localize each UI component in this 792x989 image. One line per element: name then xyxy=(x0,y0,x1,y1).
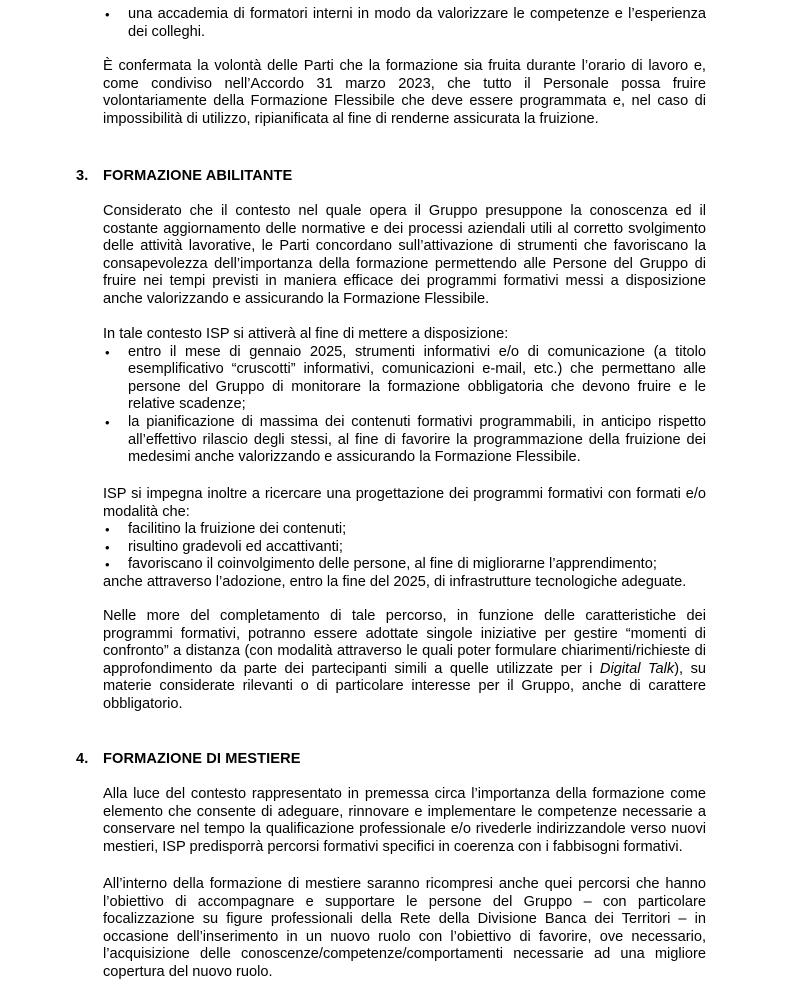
list-item xyxy=(103,6,706,41)
section-title: FORMAZIONE ABILITANTE xyxy=(103,168,293,184)
bullet-icon: • xyxy=(105,522,110,538)
paragraph-text: All’interno della formazione di mestiere saranno ricompresi anche quei percorsi che hanno l’obiettivo di accompagnare e supportare le persone del Gruppo – con particolare focalizzazione su figure professionali della Rete della Divisione Banca dei Territori – in occasione dell’inserimento in un nuovo ruolo con l’obiettivo di favorire, ove necessario, l’acquisizione delle conoscenze/competenze/comportamenti necessarie ad una migliore copertura del nuovo ruolo. xyxy=(103,876,706,980)
bullet-icon: • xyxy=(105,7,110,22)
list-item xyxy=(103,414,706,467)
list-item xyxy=(103,556,706,574)
bullet-icon: • xyxy=(105,414,110,430)
list-item-text: entro il mese di gennaio 2025, strumenti informativi e/o di comunicazione (a titolo esemplificativo “cruscotti” informativi, comunicazioni e-mail, etc.) che permettano alle persone del Gruppo di monitorare la formazione obbligatoria che devono fruire e le relative scadenze; xyxy=(128,343,706,413)
italic-term: Digital Talk xyxy=(599,660,675,677)
section-3-paragraph-1 xyxy=(103,203,706,309)
paragraph-text: Alla luce del contesto rappresentato in premessa circa l’importanza della formazione come elemento che consente di adeguare, rinnovare e implementare le competenze necessarie a conservare nel tempo la qualificazione professionale e/o rivederle indirizzandole verso nuovi mestieri, ISP predisporrà percorsi formativi specifici in coerenza con i fabbisogni formativi. xyxy=(103,786,706,855)
intro-bullet-list xyxy=(103,6,706,41)
bullet-icon: • xyxy=(105,344,110,360)
bullet-icon: • xyxy=(105,539,110,555)
paragraph-text: È confermata la volontà delle Parti che la formazione sia fruita durante l’orario di lavoro e, come condiviso nell’Accordo 31 marzo 2023, che tutto il Personale possa fruire volontariamente della Formazione Flessibile che deve essere programmata e, nel caso di impossibilità di utilizzo, ripianificata al fine di renderne assicurata la fruizione. xyxy=(103,58,706,127)
list-intro: In tale contesto ISP si attiverà al fine di mettere a disposizione: xyxy=(103,326,509,342)
section-3-list-2 xyxy=(103,486,706,592)
list-item-text: risultino gradevoli ed accattivanti; xyxy=(128,538,343,555)
list-item xyxy=(103,344,706,414)
list-item xyxy=(103,539,706,557)
section-number: 3. xyxy=(76,168,89,184)
list-item-text: facilitino la fruizione dei contenuti; xyxy=(128,521,347,538)
list-item-text: favoriscano il coinvolgimento delle persone, al fine di migliorarne l’apprendimento; xyxy=(128,556,657,573)
paragraph-text-part: ), su materie considerate rilevanti o di particolare interesse per il Gruppo, anche di carattere obbligatorio. xyxy=(103,660,707,712)
section-4-paragraph-1 xyxy=(103,786,706,856)
list-outro: anche attraverso l’adozione, entro la fine del 2025, di infrastrutture tecnologiche adeguate. xyxy=(103,573,687,590)
section-3-list-1 xyxy=(103,326,706,467)
list-item xyxy=(103,521,706,539)
paragraph-text-part: Nelle more del completamento di tale percorso, in funzione delle caratteristiche dei programmi formativi, potranno essere adottate singole iniziative per gestire “momenti di confronto” a distanza (con modalità attraverso le quali poter formulare chiarimenti/richieste di approfondimento da parte dei partecipanti simili a quelle utilizzate per i xyxy=(103,608,706,677)
section-title: FORMAZIONE DI MESTIERE xyxy=(103,751,301,767)
paragraph-text xyxy=(103,608,706,714)
list-intro: ISP si impegna inoltre a ricercare una progettazione dei programmi formativi con formati e/o modalità che: xyxy=(103,486,706,520)
section-number: 4. xyxy=(76,751,89,767)
section-4-paragraph-2 xyxy=(103,876,706,982)
section-heading-4 xyxy=(76,751,301,769)
list-item-text: una accademia di formatori interni in modo da valorizzare le competenze e l’esperienza dei colleghi. xyxy=(128,6,706,40)
intro-paragraph xyxy=(103,58,706,128)
paragraph-text: Considerato che il contesto nel quale opera il Gruppo presuppone la conoscenza ed il costante aggiornamento delle normative e dei processi aziendali utili al corretto svolgimento delle attività lavorative, le Parti concordano sull’attivazione di strumenti che favoriscano la consapevolezza dell’importanza della formazione permettendo alle Persone del Gruppo di fruire nei tempi previsti in maniera efficace dei programmi formativi messi a disposizione anche valorizzando e assicurando la Formazione Flessibile. xyxy=(103,203,706,307)
section-heading-3 xyxy=(76,168,292,186)
section-3-paragraph-2 xyxy=(103,608,706,714)
bullet-icon: • xyxy=(105,557,110,573)
list-item-text: la pianificazione di massima dei contenuti formativi programmabili, in anticipo rispetto all’effettivo rilascio degli stessi, al fine di favorire la programmazione della fruizione dei medesimi anche valorizzando e assicurando la Formazione Flessibile. xyxy=(128,413,706,466)
